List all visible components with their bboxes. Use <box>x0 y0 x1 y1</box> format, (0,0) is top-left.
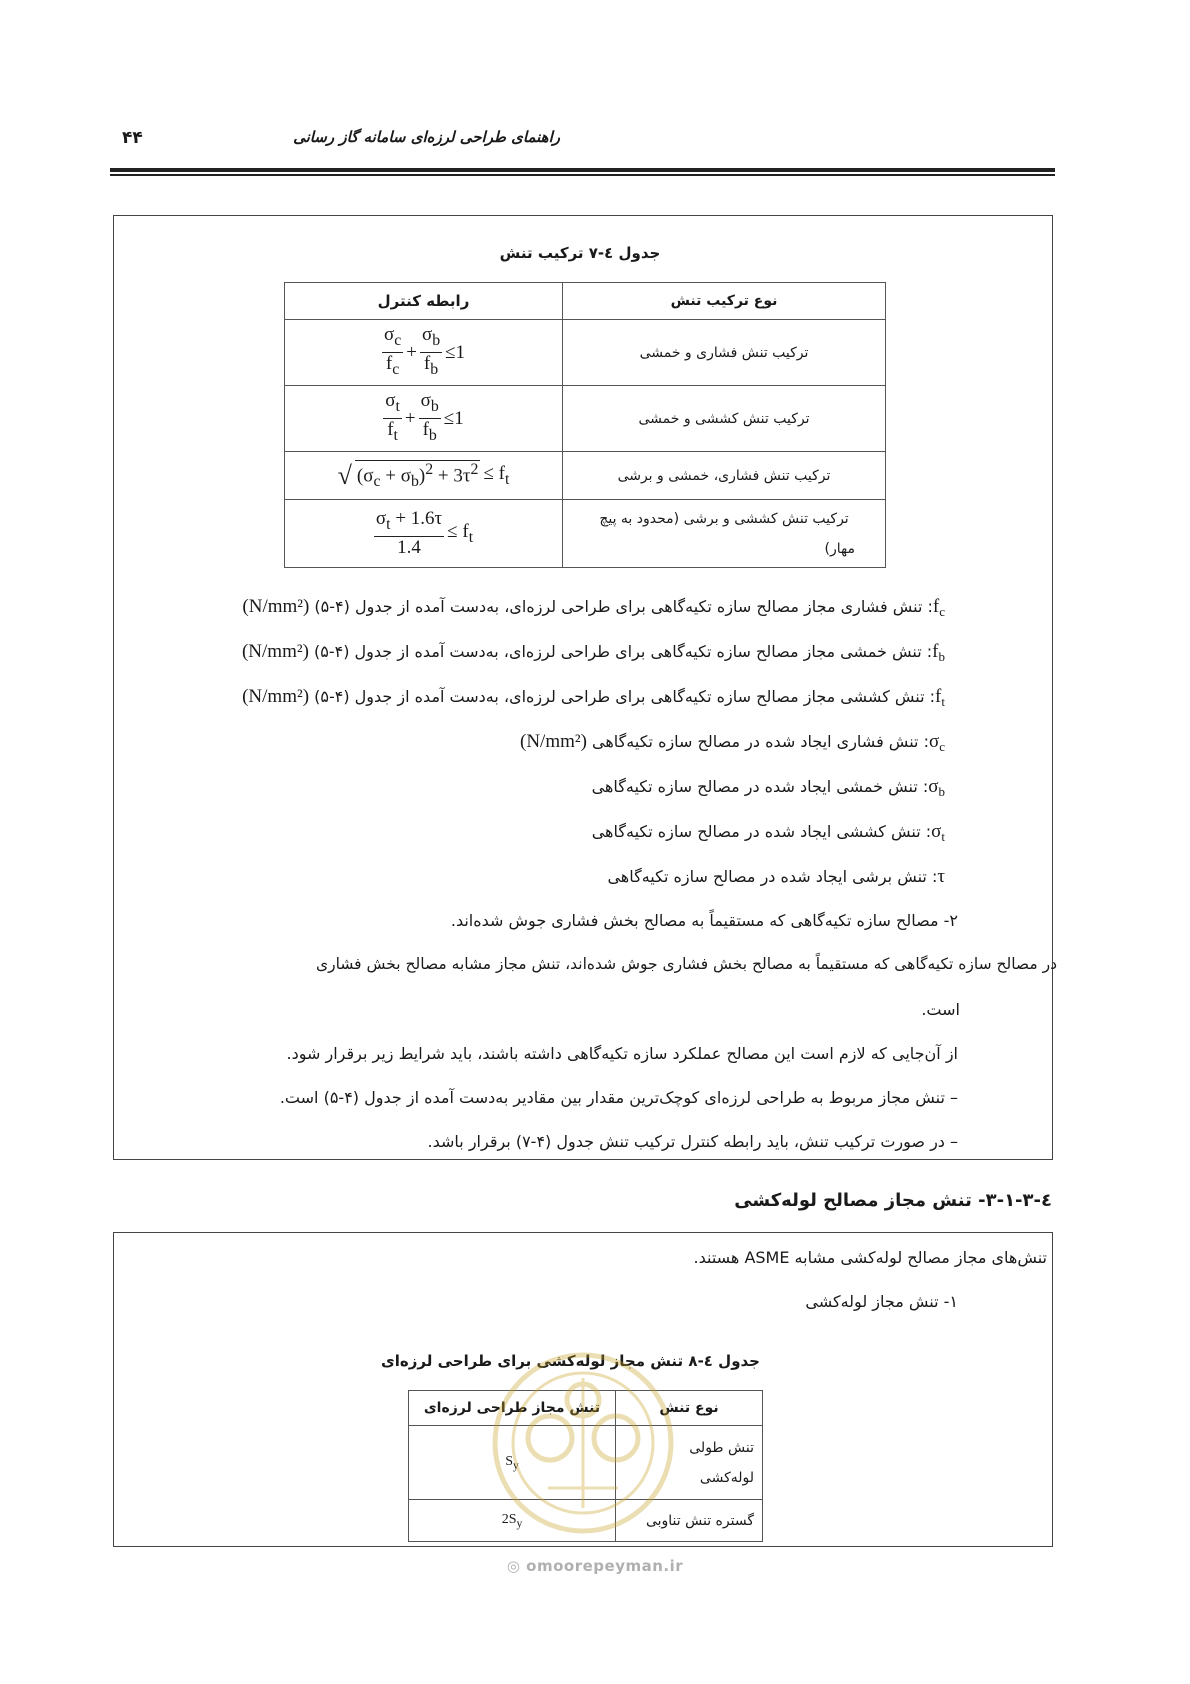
definition-fb: $f_b$: تنش خمشی مجاز مصالح سازه تکیه‌گاهی برای طراحی لرزه‌ای، به‌دست آمده از جدول (۴-۵) (N/mm²) <box>241 641 945 665</box>
page-number: ۴۴ <box>122 128 143 148</box>
formula-compression-bending-shear: √ $(\sigma_c + \sigma_b)^2 + 3\tau^2$ ≤ $f_t$ <box>285 452 563 500</box>
col-header-relation: رابطه کنترل <box>285 283 563 320</box>
table-row <box>285 500 886 568</box>
type-tension-shear-line1: ترکیب تنش کششی و برشی (محدود به پیچ <box>599 510 849 527</box>
header-rule-thick <box>110 168 1055 172</box>
type-tension-shear-line2: مهار) <box>824 540 855 557</box>
definition-ft: $f_t$: تنش کششی مجاز مصالح سازه تکیه‌گاهی برای طراحی لرزه‌ای، به‌دست آمده از جدول (۴-۵) (N/mm²) <box>242 686 945 710</box>
formula-tension-bending: $\frac{\sigma_t}{f_t}$ + $\frac{\sigma_b}{f_b}$ ≤1 <box>285 386 563 452</box>
type-longitudinal: تنش طولی لوله‌کشی <box>616 1426 763 1500</box>
bullet-1: – تنش مجاز مربوط به طراحی لرزه‌ای کوچک‌ترین مقدار بین مقادیر به‌دست آمده از جدول (۴-۵) است. <box>279 1088 958 1107</box>
paragraph-1-line-2: است. <box>921 1000 960 1019</box>
table-8-caption: جدول ٤-۸ تنش مجاز لوله‌کشی برای طراحی لرزه‌ای <box>381 1352 760 1370</box>
table-row <box>285 386 886 452</box>
col-header-type: نوع ترکیب تنش <box>563 283 886 320</box>
watermark-seal-icon <box>488 1338 678 1548</box>
type-compression-bending-shear: ترکیب تنش فشاری، خمشی و برشی <box>563 452 886 500</box>
section-intro: تنش‌های مجاز مصالح لوله‌کشی مشابه ASME هستند. <box>693 1248 1047 1267</box>
col-header-type: نوع تنش <box>616 1391 763 1426</box>
value-cyclic-range: $2S_y$ <box>409 1500 616 1542</box>
table-row <box>285 283 886 320</box>
table-7-caption: جدول ٤-۷ ترکیب تنش <box>499 244 661 262</box>
footer-url <box>0 1557 1190 1575</box>
formula-tension-shear: $\frac{\sigma_t + 1.6\tau}{1.4}$ ≤ $f_t$ <box>285 500 563 568</box>
col-header-value: تنش مجاز طراحی لرزه‌ای <box>409 1391 616 1426</box>
definition-sigma-t: $\sigma_t$: تنش کششی ایجاد شده در مصالح سازه تکیه‌گاهی <box>591 821 945 845</box>
paragraph-1-line-1: در مصالح سازه تکیه‌گاهی که مستقیماً به مصالح بخش فشاری جوش شده‌اند، تنش مجاز مشابه مصالح بخش فشاری <box>316 955 1057 973</box>
table-row <box>285 452 886 500</box>
formula-compression-bending: $\frac{\sigma_c}{f_c}$ + $\frac{\sigma_b}{f_b}$ ≤1 <box>285 320 563 386</box>
section-heading: ٤-۳-۱-۳- تنش مجاز مصالح لوله‌کشی <box>734 1190 1052 1211</box>
footer-url-text: omoorepeyman.ir <box>526 1557 684 1575</box>
globe-icon: ◎ <box>506 1557 521 1575</box>
value-longitudinal: $S_y$ <box>409 1426 616 1500</box>
list-item-1: ۱- تنش مجاز لوله‌کشی <box>805 1292 958 1311</box>
table-7 <box>284 282 886 568</box>
header-rule-thin <box>110 174 1055 176</box>
running-header-title: راهنمای طراحی لرزه‌ای سامانه گاز رسانی <box>293 128 560 146</box>
type-compression-bending: ترکیب تنش فشاری و خمشی <box>563 320 886 386</box>
definition-sigma-b: $\sigma_b$: تنش خمشی ایجاد شده در مصالح سازه تکیه‌گاهی <box>591 776 945 800</box>
definition-fc: $f_c$: تنش فشاری مجاز مصالح سازه تکیه‌گاهی برای طراحی لرزه‌ای، به‌دست آمده از جدول (۴-۵) (N/mm²) <box>242 596 945 620</box>
paragraph-2: از آن‌جایی که لازم است این مصالح عملکرد سازه تکیه‌گاهی داشته باشند، باید شرایط زیر برقرار شود. <box>286 1044 958 1063</box>
list-item-2: ۲- مصالح سازه تکیه‌گاهی که مستقیماً به مصالح بخش فشاری جوش شده‌اند. <box>450 911 958 930</box>
type-tension-shear <box>563 500 886 568</box>
definition-sigma-c: $\sigma_c$: تنش فشاری ایجاد شده در مصالح سازه تکیه‌گاهی (N/mm²) <box>520 731 945 755</box>
type-cyclic-range: گستره تنش تناوبی <box>616 1500 763 1542</box>
type-tension-bending: ترکیب تنش کششی و خمشی <box>563 386 886 452</box>
definition-tau: τ: تنش برشی ایجاد شده در مصالح سازه تکیه‌گاهی <box>607 866 945 887</box>
table-row <box>285 320 886 386</box>
bullet-2: – در صورت ترکیب تنش، باید رابطه کنترل ترکیب تنش جدول (۴-۷) برقرار باشد. <box>427 1132 958 1151</box>
